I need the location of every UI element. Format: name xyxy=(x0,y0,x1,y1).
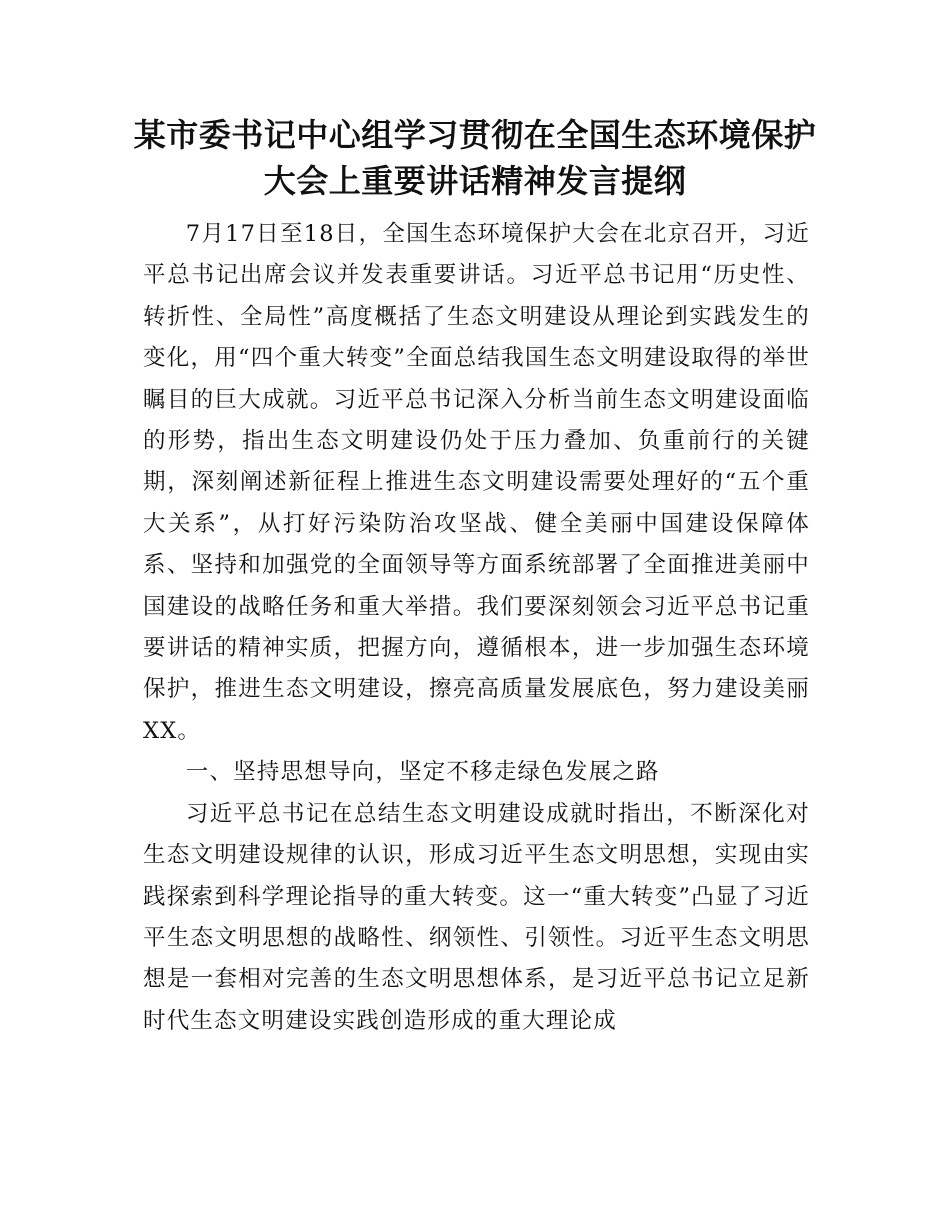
document-title: 某市委书记中心组学习贯彻在全国生态环境保护大会上重要讲话精神发言提纲 xyxy=(133,116,817,200)
paragraph-intro: 7月17日至18日，全国生态环境保护大会在北京召开，习近平总书记出席会议并发表重要讲话。习近平总书记用“历史性、转折性、全局性”高度概括了生态文明建设从理论到实践发生的变化，用“四个重大转变”全面总结我国生态文明建设取得的举世瞩目的巨大成就。习近平总书记深入分析当前生态文明建设面临的形势，指出生态文明建设仍处于压力叠加、负重前行的关键期，深刻阐述新征程上推进生态文明建设需要处理好的“五个重大关系”，从打好污染防治攻坚战、健全美丽中国建设保障体系、坚持和加强党的全面领导等方面系统部署了全面推进美丽中国建设的战略任务和重大举措。我们要深刻领会习近平总书记重要讲话的精神实质，把握方向，遵循根本，进一步加强生态环境保护，推进生态文明建设，擦亮高质量发展底色，努力建设美丽XX。 xyxy=(143,221,810,744)
paragraph-section-1: 习近平总书记在总结生态文明建设成就时指出，不断深化对生态文明建设规律的认识，形成习近平生态文明思想，实现由实践探索到科学理论指导的重大转变。这一“重大转变”凸显了习近平生态文明思想的战略性、纲领性、引领性。习近平生态文明思想是一套相对完善的生态文明思想体系，是习近平总书记立足新时代生态文明建设实践创造形成的重大理论成 xyxy=(143,800,810,1034)
section-heading-1: 一、坚持思想导向，坚定不移走绿色发展之路 xyxy=(185,759,660,786)
document-body xyxy=(143,214,810,1042)
